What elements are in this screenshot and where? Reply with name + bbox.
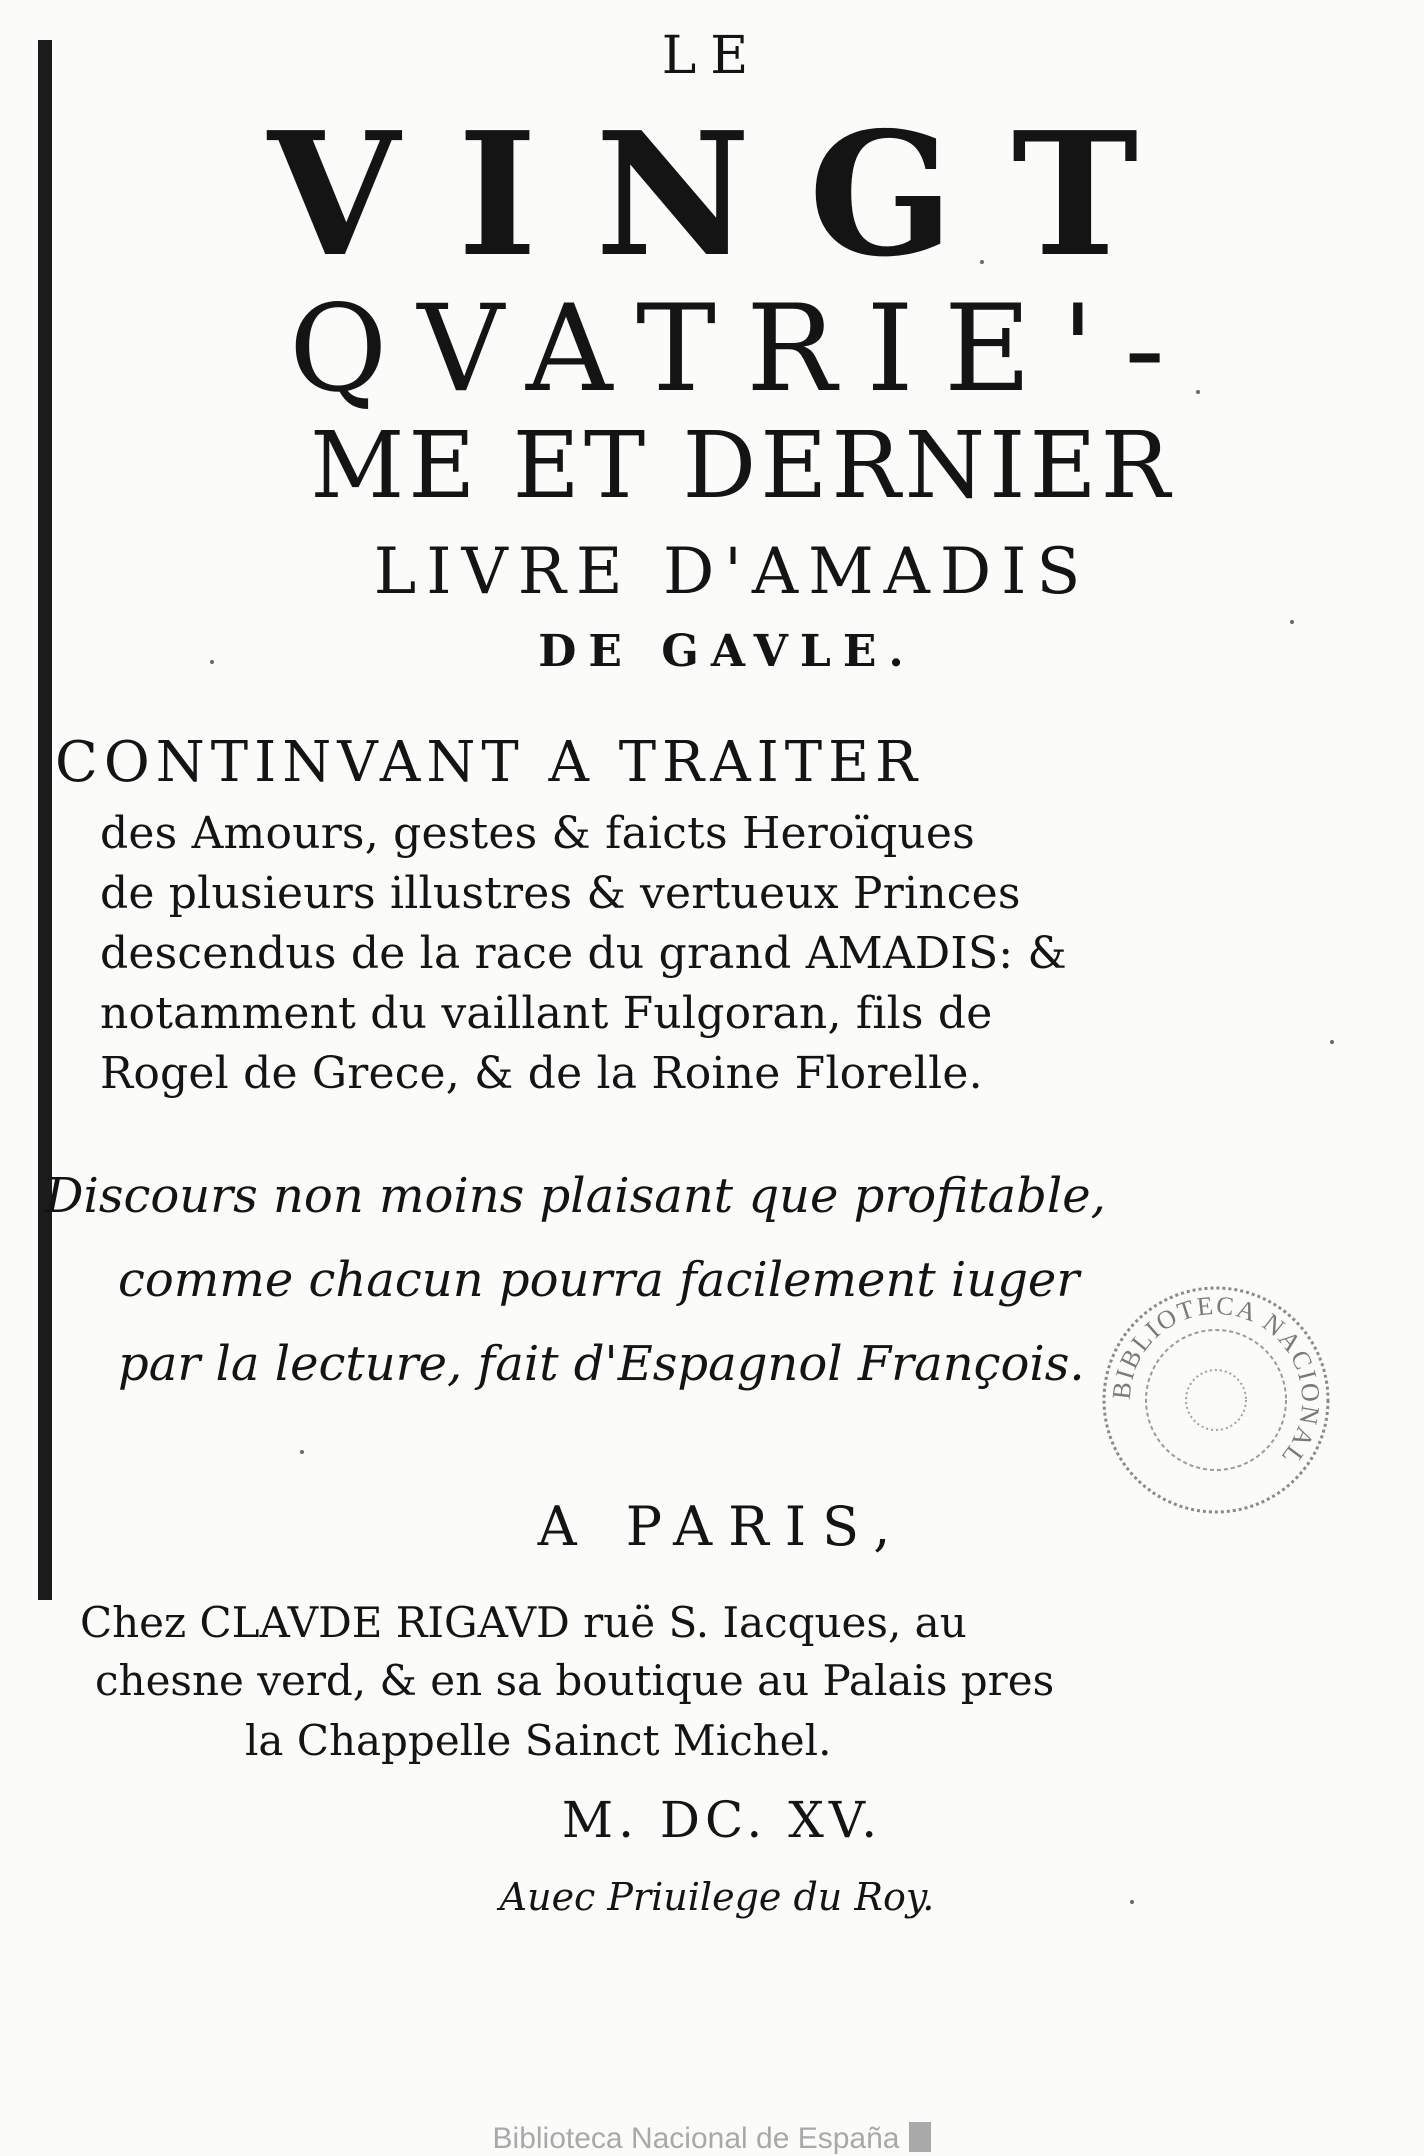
description-line: notamment du vaillant Fulgoran, fils de [100,988,993,1039]
svg-text:BIBLIOTECA NACIONAL [1107,1291,1326,1473]
title-line-me-et-dernier: ME ET DERNIER [310,412,1174,519]
library-stamp-icon [1098,1282,1334,1518]
ink-speck [1290,620,1294,624]
stamp-text: BIBLIOTECA NACIONAL [1106,1290,1326,1473]
ink-speck [300,1450,304,1454]
title-line-livre: LIVRE D'AMADIS [373,535,1091,609]
imprint-line: chesne verd, & en sa boutique au Palais pres [95,1656,1055,1705]
discourse-line: Discours non moins plaisant que profitable, [45,1168,1106,1224]
watermark-text: Biblioteca Nacional de España [492,2122,900,2155]
imprint-privilege: Auec Priuilege du Roy. [499,1875,935,1919]
imprint-line: la Chappelle Sainct Michel. [245,1716,832,1765]
title-line-gaule: DE GAVLE. [538,626,916,677]
ink-speck [1330,1040,1334,1044]
title-line-le: LE [661,26,763,86]
description-line: descendus de la race du grand AMADIS: & [100,928,1067,979]
description-heading: CONTINVANT A TRAITER [55,730,924,795]
discourse-line: comme chacun pourra facilement iuger [118,1252,1080,1308]
imprint-city: A PARIS, [537,1495,907,1558]
library-watermark [0,2122,1424,2156]
imprint-date: M. DC. XV. [561,1791,883,1849]
bne-logo-icon [909,2122,931,2152]
description-line: de plusieurs illustres & vertueux Princes [100,868,1021,919]
title-line-quatrie: QVATRIE'- [289,280,1195,419]
description-line: Rogel de Grece, & de la Roine Florelle. [100,1048,983,1099]
discourse-line: par la lecture, fait d'Espagnol François. [118,1336,1085,1392]
description-line: des Amours, gestes & faicts Heroïques [100,808,975,859]
title-line-vingt: VINGT [267,95,1197,295]
imprint-line: Chez CLAVDE RIGAVD ruë S. Iacques, au [80,1598,967,1647]
